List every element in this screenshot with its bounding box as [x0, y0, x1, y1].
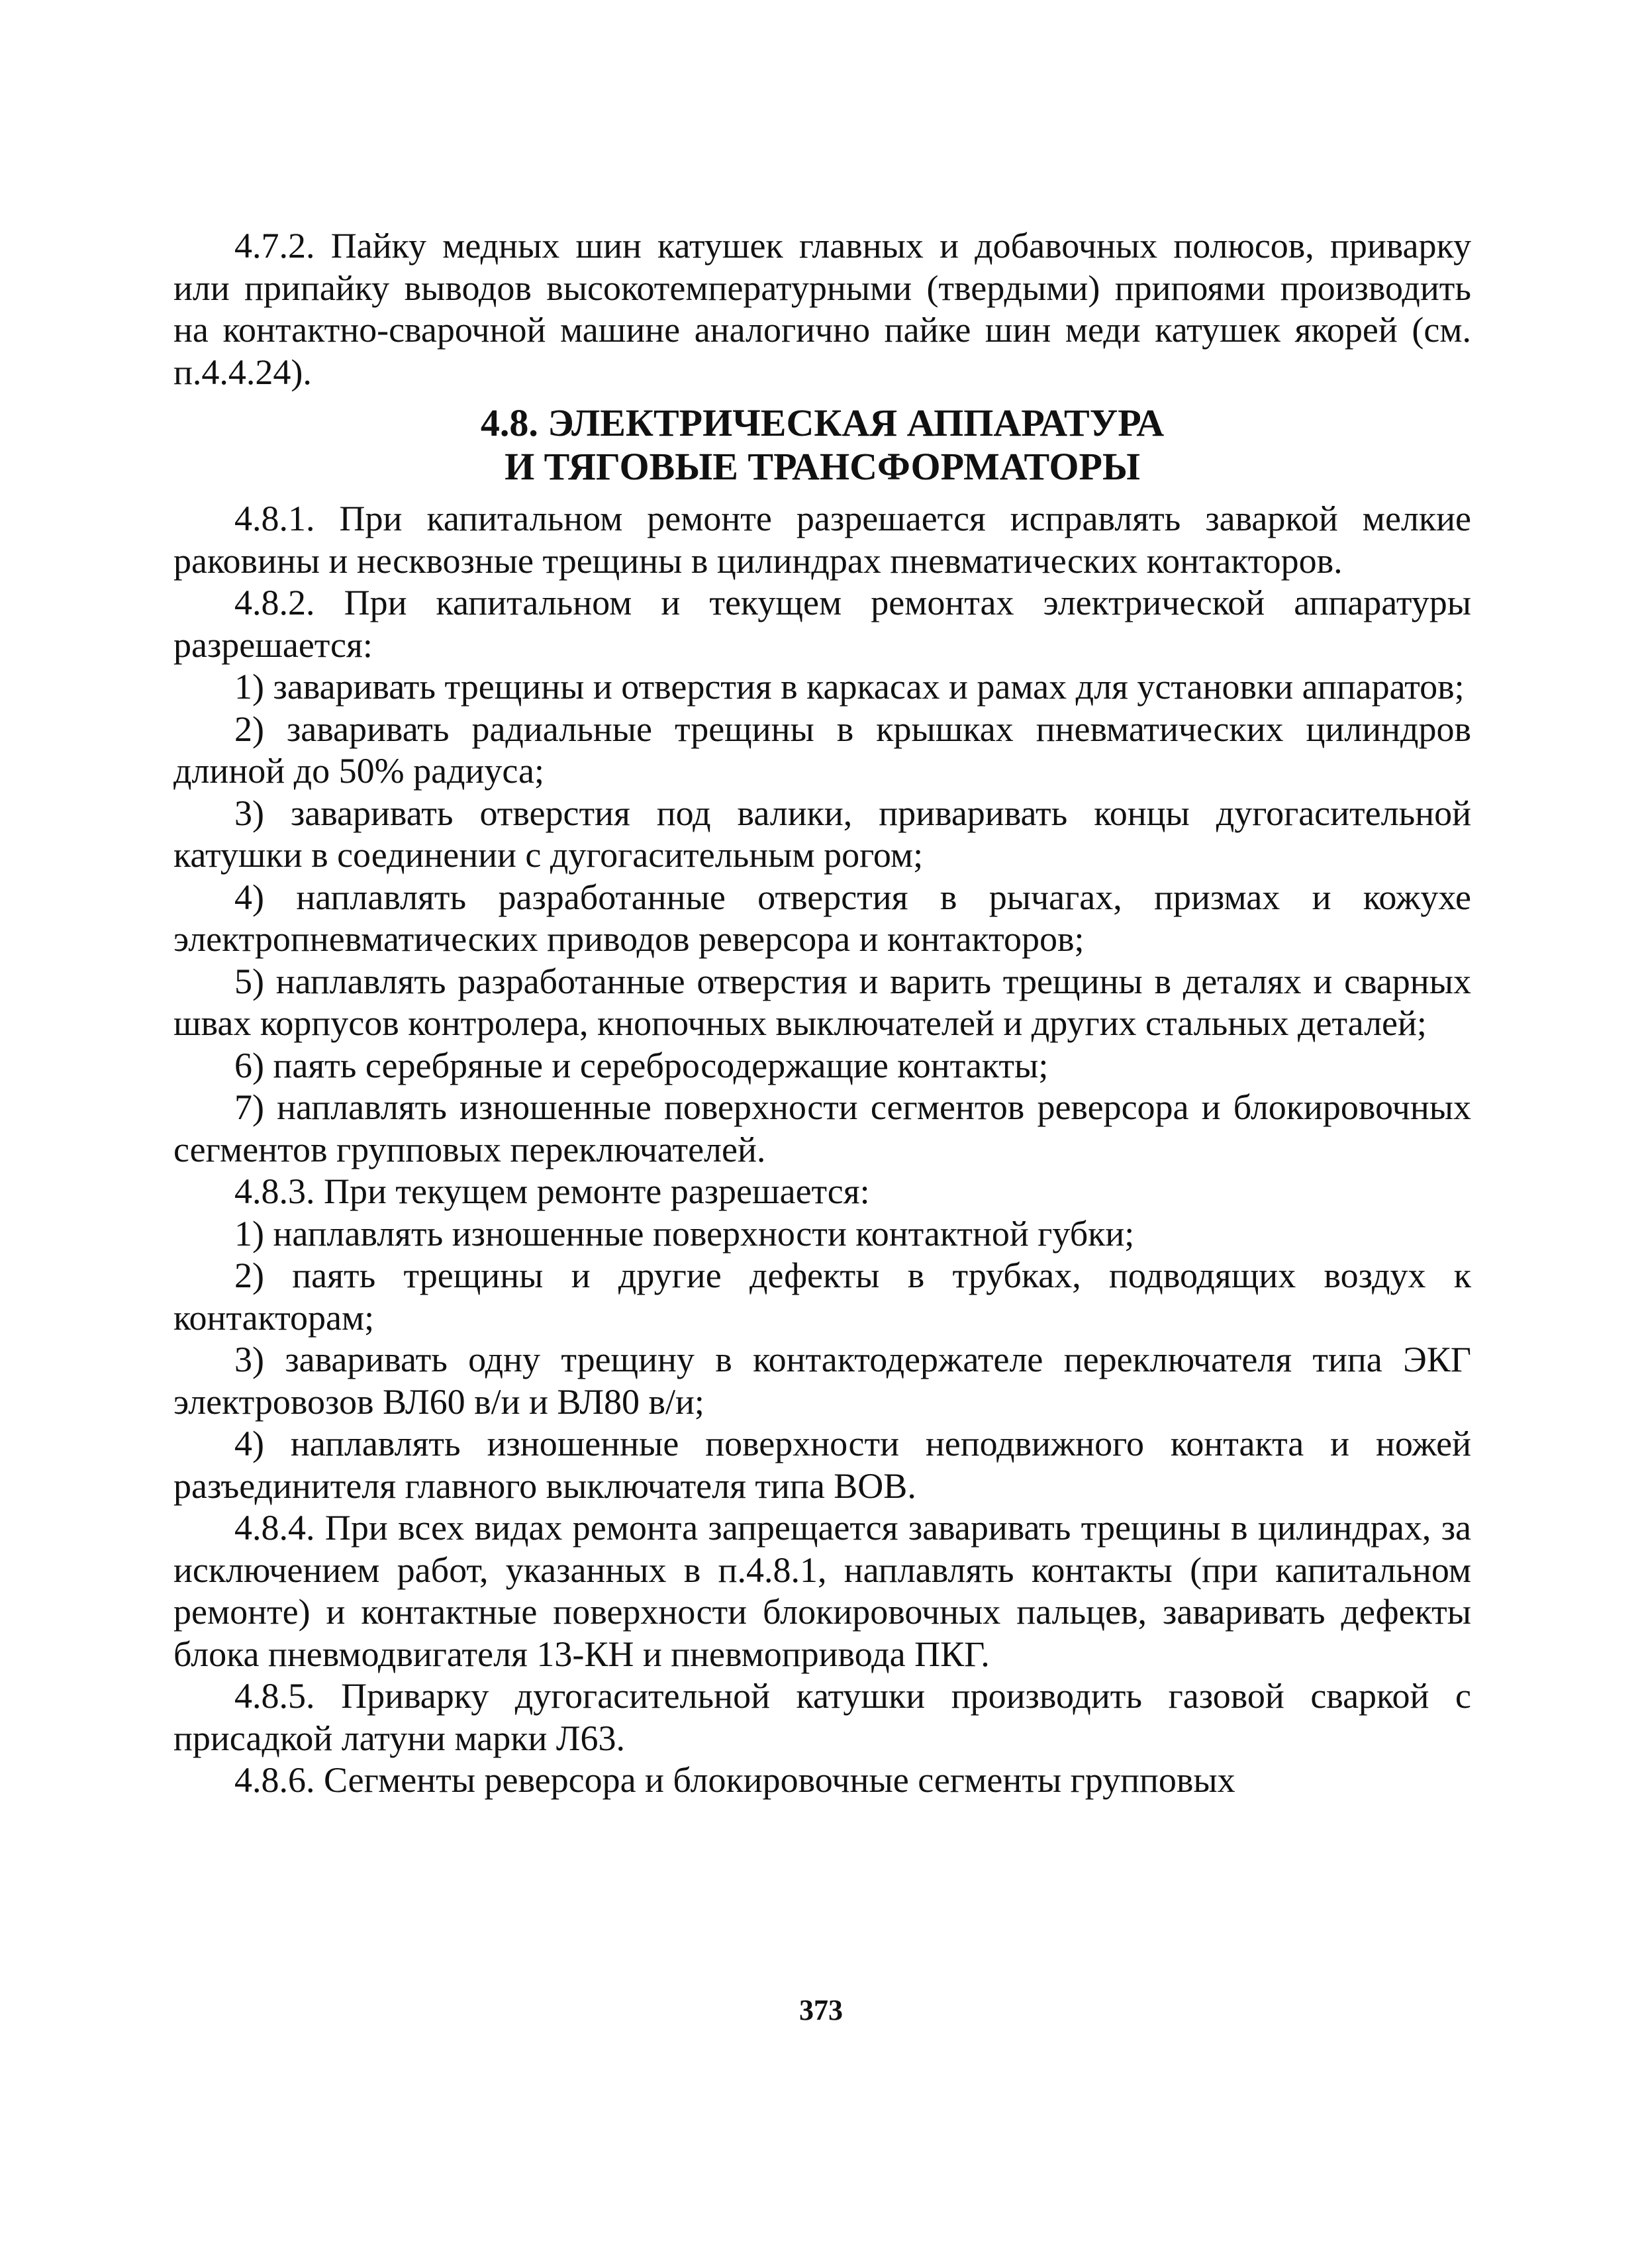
section-heading-line-1: 4.8. ЭЛЕКТРИЧЕСКАЯ АППАРАТУРА — [480, 401, 1165, 444]
list-item: 3) заваривать одну трещину в контактодержателе переключателя типа ЭКГ электровозов ВЛ60 в/и и ВЛ80 в/и; — [173, 1340, 1471, 1422]
list-item: 1) заваривать трещины и отверстия в каркасах и рамах для установки аппаратов; — [234, 667, 1465, 707]
paragraph-4-8-3: 4.8.3. При текущем ремонте разрешается: — [234, 1171, 870, 1211]
list-item: 2) паять трещины и другие дефекты в трубках, подводящих воздух к контакторам; — [173, 1256, 1471, 1338]
paragraph-4-8-4: 4.8.4. При всех видах ремонта запрещается заваривать трещины в цилиндрах, за исключением работ, указанных в п.4.8.1, наплавлять контакты (при капитальном ремонте) и контактные поверхности блокировочных пальцев, заваривать дефекты блока пневмодвигателя 13-КН и пневмопривода ПКГ. — [173, 1508, 1471, 1674]
list-item: 7) наплавлять изношенные поверхности сегментов реверсора и блокировочных сегментов групповых переключателей. — [173, 1087, 1471, 1169]
list-item: 6) паять серебряные и серебросодержащие контакты; — [234, 1045, 1049, 1085]
paragraph-4-7-2: 4.7.2. Пайку медных шин катушек главных и добавочных полюсов, приварку или припайку выводов высокотемпературными (твердыми) припоями производить на контактно-сварочной машине аналогично пайке шин меди катушек якорей (см. п.4.4.24). — [173, 226, 1471, 392]
list-item: 2) заваривать радиальные трещины в крышках пневматических цилиндров длиной до 50% радиуса; — [173, 709, 1471, 791]
paragraph-4-8-5: 4.8.5. Приварку дугогасительной катушки производить газовой сваркой с присадкой латуни марки Л63. — [173, 1676, 1471, 1758]
page-number: 373 — [799, 1994, 843, 2026]
list-item: 1) наплавлять изношенные поверхности контактной губки; — [234, 1213, 1135, 1254]
paragraph-4-8-6: 4.8.6. Сегменты реверсора и блокировочные сегменты групповых — [234, 1760, 1235, 1800]
list-item: 5) наплавлять разработанные отверстия и варить трещины в деталях и сварных швах корпусов контролера, кнопочных выключателей и других стальных деталей; — [173, 961, 1471, 1043]
list-item: 4) наплавлять изношенные поверхности неподвижного контакта и ножей разъединителя главного выключателя типа ВОВ. — [173, 1424, 1471, 1506]
paragraph-4-8-1: 4.8.1. При капитальном ремонте разрешается исправлять заваркой мелкие раковины и несквозные трещины в цилиндрах пневматических контакторов. — [173, 499, 1471, 581]
section-heading-line-2: И ТЯГОВЫЕ ТРАНСФОРМАТОРЫ — [505, 445, 1140, 488]
paragraph-4-8-2: 4.8.2. При капитальном и текущем ремонтах электрической аппаратуры разрешается: — [173, 583, 1471, 665]
document-page — [173, 225, 1471, 1802]
list-item: 3) заваривать отверстия под валики, приваривать концы дугогасительной катушки в соединении с дугогасительным рогом; — [173, 793, 1471, 875]
section-heading — [173, 401, 1471, 489]
list-item: 4) наплавлять разработанные отверстия в рычагах, призмах и кожухе электропневматических приводов реверсора и контакторов; — [173, 877, 1471, 959]
